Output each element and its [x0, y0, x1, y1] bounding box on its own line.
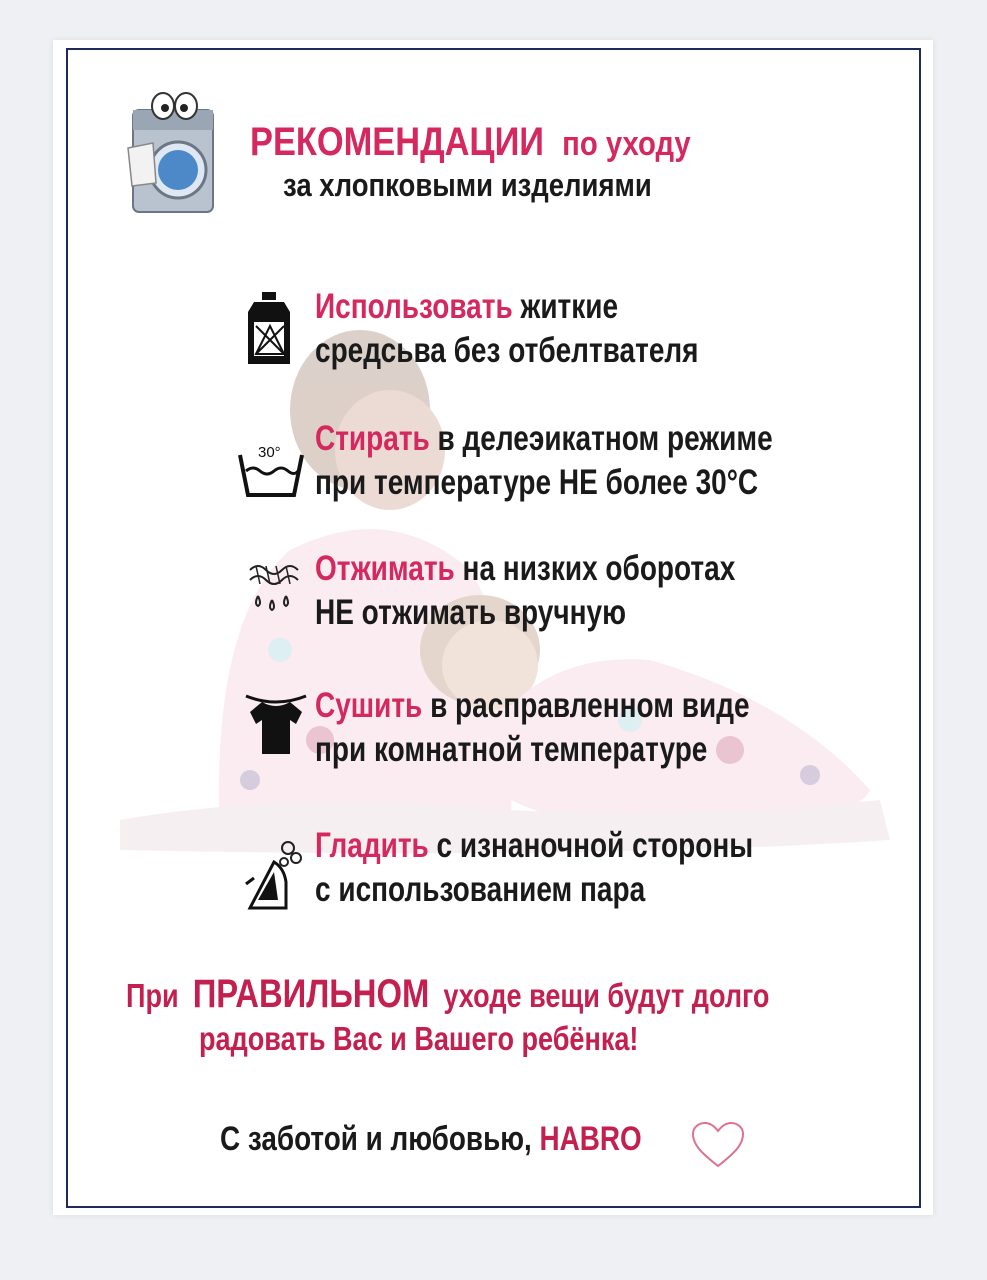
care-item-1: [315, 285, 794, 373]
care-item-4-line1: [315, 684, 750, 728]
closing-line-2: радовать Вас и Вашего ребёнка!: [199, 1020, 639, 1057]
wash-30-icon: [236, 430, 306, 510]
drying-shirt-icon: [244, 690, 308, 760]
care-item-4: [315, 684, 858, 772]
header-title: [250, 120, 691, 165]
header-title-rest: по уходу: [562, 125, 691, 163]
care-item-5-line2: с использованием пара: [315, 870, 646, 909]
steam-iron-icon: [244, 838, 302, 912]
detergent-bottle-icon: [240, 290, 304, 370]
signature: [220, 1120, 642, 1159]
care-item-3-line1: [315, 547, 735, 591]
care-item-2: [315, 417, 887, 505]
care-item-3-line2: НЕ отжимать вручную: [315, 593, 626, 632]
svg-text:30°: 30°: [258, 444, 281, 461]
signature-text: С заботой и любовью,: [220, 1120, 532, 1158]
care-item-1-accent: Использовать: [315, 287, 513, 326]
care-item-5-accent: Гладить: [315, 826, 429, 865]
care-item-2-line2: при температуре НЕ более 30°С: [315, 463, 759, 502]
care-item-5: [315, 824, 863, 912]
care-item-3-rest: на низких оборотах: [462, 549, 736, 588]
care-item-4-line2: при комнатной температуре: [315, 730, 708, 769]
care-item-2-rest: в делеэикатном режиме: [437, 419, 773, 458]
header-subtitle: за хлопковыми изделиями: [283, 167, 652, 203]
closing-line-1: [126, 972, 769, 1017]
care-item-4-rest: в расправленном виде: [430, 686, 750, 725]
closing-accent: ПРАВИЛЬНОМ: [192, 972, 430, 1016]
wring-icon: [246, 560, 306, 620]
closing-post: уходе вещи будут долго: [443, 977, 770, 1014]
care-item-1-line2: средсьва без отбелтвателя: [315, 331, 699, 370]
care-item-5-rest: с изнаночной стороны: [436, 826, 754, 865]
brand-name: HABRO: [539, 1120, 642, 1158]
care-item-4-accent: Сушить: [315, 686, 423, 725]
care-item-2-line1: [315, 417, 773, 461]
care-item-3-accent: Отжимать: [315, 549, 455, 588]
care-item-3: [315, 547, 840, 635]
heart-outline-icon: [690, 1120, 746, 1170]
care-item-2-accent: Стирать: [315, 419, 430, 458]
care-item-5-line1: [315, 824, 753, 868]
care-item-1-line1: [315, 285, 699, 329]
care-item-1-rest: житкие: [520, 287, 619, 326]
washing-machine-mascot-icon: [118, 88, 228, 218]
closing-pre: При: [126, 977, 179, 1014]
header-title-accent: РЕКОМЕНДАЦИИ: [250, 120, 545, 164]
